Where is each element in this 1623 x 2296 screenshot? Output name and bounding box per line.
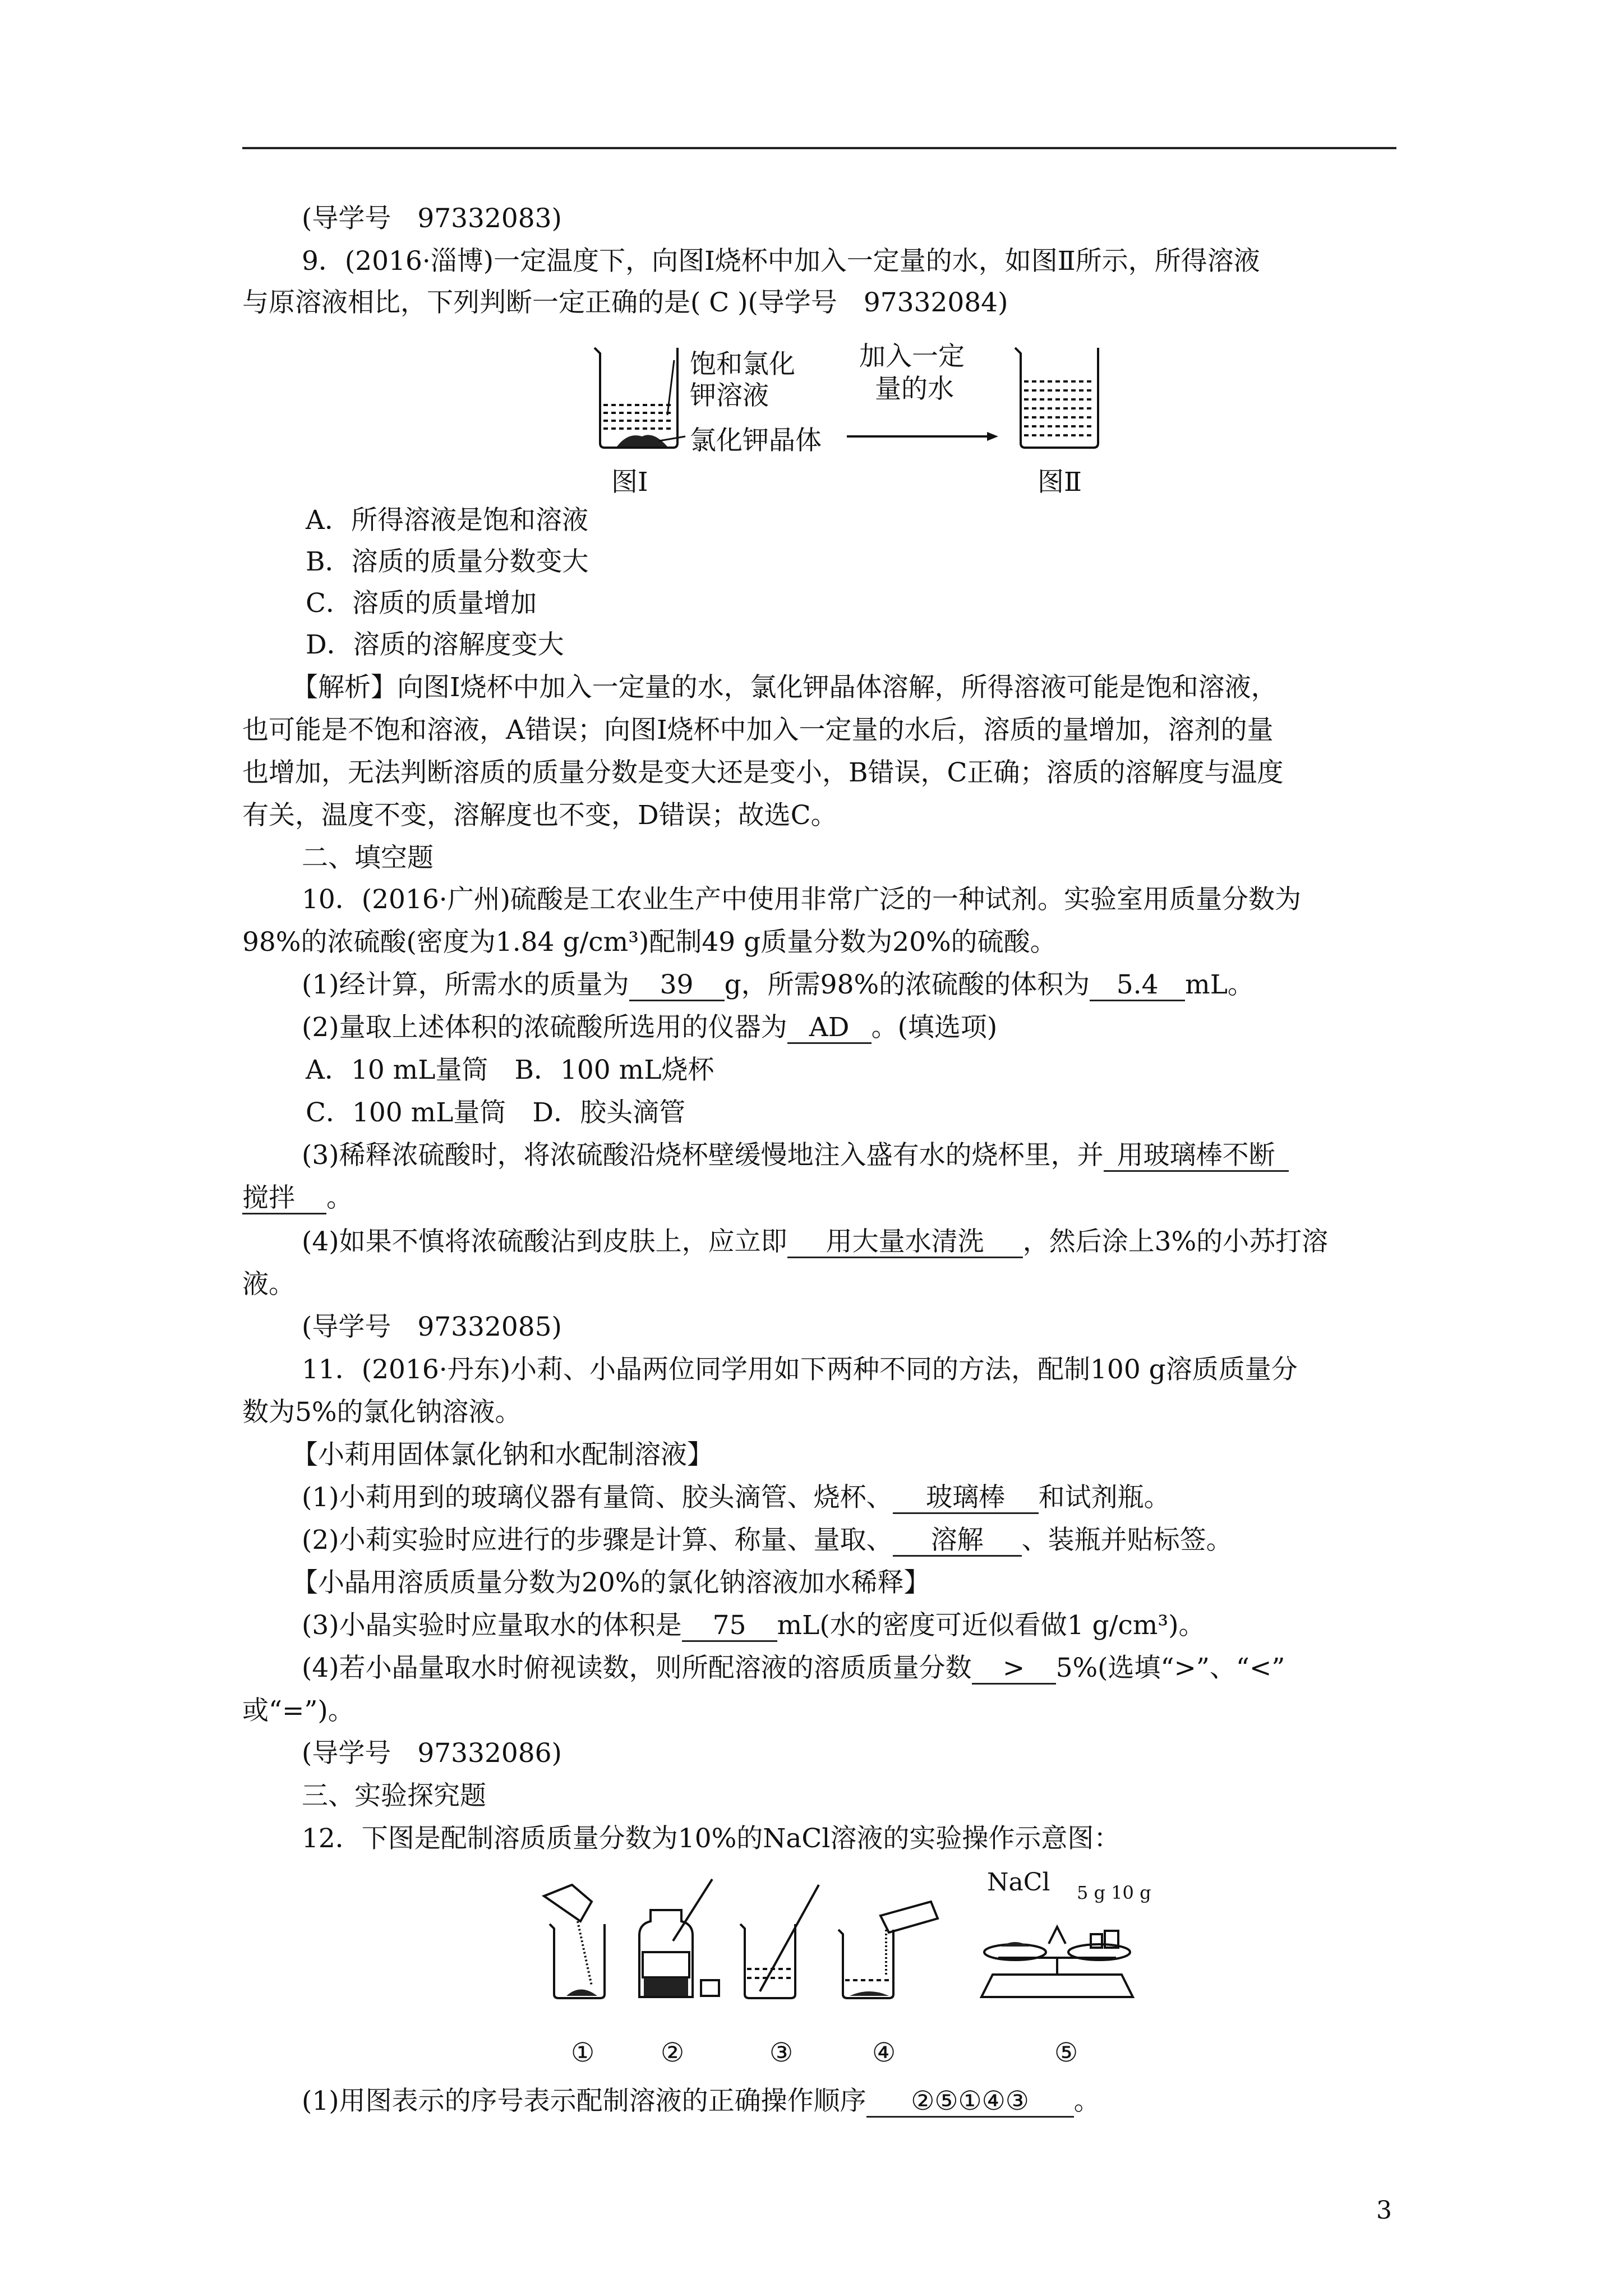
step-2-bottle-fill <box>644 1978 688 1996</box>
step-4-sediment <box>850 1991 889 1996</box>
q10-part1 <box>302 968 1254 1002</box>
scale-label: NaCl <box>987 1868 1050 1897</box>
q9-analysis-line2: 也可能是不饱和溶液，A错误；向图Ⅰ烧杯中加入一定量的水后，溶质的量增加，溶剂的量 <box>242 715 1274 746</box>
q10-p4-text-b: ，然后涂上3%的小苏打溶 <box>1022 1226 1329 1257</box>
q10-p1-text-c: mL。 <box>1185 969 1254 1000</box>
q10-p3-text-a: (3)稀释浓硫酸时，将浓硫酸沿烧杯壁缓慢地注入盛有水的烧杯里，并 <box>302 1140 1104 1171</box>
figure-num-4: ④ <box>872 2037 896 2068</box>
q10-p3-answer-2: 搅拌 <box>242 1184 326 1214</box>
q8-guide: (导学号 97332083) <box>302 203 562 234</box>
q10-options-line2: C．100 mL量筒 D．胶头滴管 <box>306 1097 686 1128</box>
q11-stem-line1: 11．(2016·丹东)小莉、小晶两位同学用如下两种不同的方法，配制100 g溶质质量分 <box>302 1354 1298 1385</box>
q11-p3-text-b: mL(水的密度可近似看做1 g/cm³)。 <box>777 1610 1205 1641</box>
q9-stem-line2: 与原溶液相比，下列判断一定正确的是( C )(导学号 97332084) <box>242 287 1008 318</box>
q11-part4 <box>302 1651 1285 1685</box>
step-1-pour-solid <box>544 1885 605 1998</box>
q12-p1-answer: ②⑤①④③ <box>866 2087 1074 2118</box>
q10-p4-answer: 用大量水清洗 <box>787 1227 1023 1258</box>
beaker-2 <box>1015 348 1098 448</box>
q10-p3-answer-1: 用玻璃棒不断 <box>1104 1141 1289 1172</box>
q10-part4-cont: 液。 <box>242 1269 295 1300</box>
step-4-pour-liquid <box>838 1902 938 1998</box>
q9-option-c: C．溶质的质量增加 <box>306 588 537 619</box>
q10-p1-text-b: g，所需98%的浓硫酸的体积为 <box>724 969 1090 1000</box>
q10-p1-text-a: (1)经计算，所需水的质量为 <box>302 969 629 1000</box>
q9-option-d: D．溶质的溶解度变大 <box>306 629 564 660</box>
q10-p2-text-a: (2)量取上述体积的浓硫酸所选用的仪器为 <box>302 1012 787 1043</box>
q9-stem-line1: 9．(2016·淄博)一定温度下，向图Ⅰ烧杯中加入一定量的水，如图Ⅱ所示，所得溶液 <box>302 246 1260 277</box>
q9-option-a: A．所得溶液是饱和溶液 <box>306 505 588 536</box>
q11-p4-text-b: 5%(选填“>”、“<” <box>1055 1653 1285 1683</box>
figure-num-1: ① <box>571 2037 595 2068</box>
q11-p2-text-b: 、装瓶并贴标签。 <box>1021 1525 1233 1556</box>
q10-p1-answer-2: 5.4 <box>1090 970 1185 1001</box>
section-3-heading: 三、实验探究题 <box>302 1780 486 1811</box>
q11-part1 <box>302 1481 1170 1515</box>
q10-p2-text-b: 。(填选项) <box>871 1012 998 1043</box>
q11-p1-text-b: 和试剂瓶。 <box>1038 1482 1170 1513</box>
caption-figure-2: 图Ⅱ <box>1038 467 1082 498</box>
q12-p1-text-a: (1)用图表示的序号表示配制溶液的正确操作顺序 <box>302 2086 866 2116</box>
q10-stem-line2: 98%的浓硫酸(密度为1.84 g/cm³)配制49 g质量分数为20%的硫酸。 <box>242 927 1057 958</box>
q11-p2-text-a: (2)小莉实验时应进行的步骤是计算、称量、量取、 <box>302 1525 893 1556</box>
bottle-label: NaCl <box>648 1958 683 1973</box>
header-rule <box>242 147 1396 149</box>
q11-guide: (导学号 97332086) <box>302 1738 562 1769</box>
q11-part3 <box>302 1609 1205 1642</box>
q10-part2 <box>302 1011 997 1045</box>
step-5-balance <box>981 1927 1133 1997</box>
q12-part1 <box>302 2085 1100 2118</box>
step-5-salt <box>1001 1942 1029 1947</box>
q10-p2-answer: AD <box>787 1013 872 1044</box>
q11-part2 <box>302 1524 1233 1557</box>
label-crystal: 氯化钾晶体 <box>690 425 822 456</box>
q11-p4-text-a: (4)若小晶量取水时俯视读数，则所配溶液的溶质质量分数 <box>302 1653 972 1683</box>
label-saturated-2: 钾溶液 <box>690 380 769 411</box>
q11-p3-text-a: (3)小晶实验时应量取水的体积是 <box>302 1610 682 1641</box>
q10-p4-text-a: (4)如果不慎将浓硫酸沾到皮肤上，应立即 <box>302 1226 787 1257</box>
section-2-heading: 二、填空题 <box>302 843 434 873</box>
label-add-water-1: 加入一定 <box>859 341 965 372</box>
q10-guide: (导学号 97332085) <box>302 1312 562 1342</box>
q11-p1-answer: 玻璃棒 <box>893 1483 1039 1514</box>
figure-num-5: ⑤ <box>1054 2037 1078 2068</box>
q10-part3-cont <box>242 1181 353 1215</box>
q11-heading-1: 【小莉用固体氯化钠和水配制溶液】 <box>292 1439 713 1470</box>
q11-part4-cont: 或“=”)。 <box>242 1695 354 1726</box>
page-number: 3 <box>1376 2196 1392 2225</box>
q10-part4 <box>302 1225 1328 1259</box>
q9-option-b: B．溶质的质量分数变大 <box>306 546 589 577</box>
weights-label: 5 g 10 g <box>1077 1882 1151 1903</box>
q10-options-line1: A．10 mL量筒 B．100 mL烧杯 <box>306 1055 714 1085</box>
q12-operations-figure <box>538 1868 1166 2036</box>
q11-p2-answer: 溶解 <box>893 1526 1022 1557</box>
q11-p1-text-a: (1)小莉用到的玻璃仪器有量筒、胶头滴管、烧杯、 <box>302 1482 893 1513</box>
q9-analysis-line3: 也增加，无法判断溶质的质量分数是变大还是变小，B错误，C正确；溶质的溶解度与温度 <box>242 757 1284 788</box>
q10-p3-text-b: 。 <box>326 1182 353 1213</box>
label-saturated-1: 饱和氯化 <box>690 349 795 380</box>
step-1-powder <box>566 1990 597 1996</box>
q12-stem-line1: 12．下图是配制溶质质量分数为10%的NaCl溶液的实验操作示意图： <box>302 1823 1121 1854</box>
caption-figure-1: 图Ⅰ <box>611 467 648 498</box>
figure-num-3: ③ <box>769 2037 794 2068</box>
beaker-1 <box>594 348 677 448</box>
q9-analysis-line4: 有关，温度不变，溶解度也不变，D错误；故选C。 <box>242 800 837 831</box>
q12-p1-text-b: 。 <box>1073 2086 1100 2116</box>
step-3-stir <box>740 1885 819 1998</box>
q10-part3 <box>302 1139 1289 1172</box>
q10-p1-answer-1: 39 <box>629 970 725 1001</box>
q10-stem-line1: 10．(2016·广州)硫酸是工农业生产中使用非常广泛的一种试剂。实验室用质量分数为 <box>302 884 1302 915</box>
q11-heading-2: 【小晶用溶质质量分数为20%的氯化钠溶液加水稀释】 <box>292 1567 930 1598</box>
q11-p4-answer: > <box>972 1654 1056 1685</box>
q11-stem-line2: 数为5%的氯化钠溶液。 <box>242 1397 522 1428</box>
q9-analysis-line1: 【解析】向图Ⅰ烧杯中加入一定量的水，氯化钾晶体溶解，所得溶液可能是饱和溶液， <box>292 672 1278 703</box>
label-add-water-2: 量的水 <box>875 374 954 404</box>
figure-num-2: ② <box>661 2037 685 2068</box>
q11-p3-answer: 75 <box>682 1611 777 1642</box>
